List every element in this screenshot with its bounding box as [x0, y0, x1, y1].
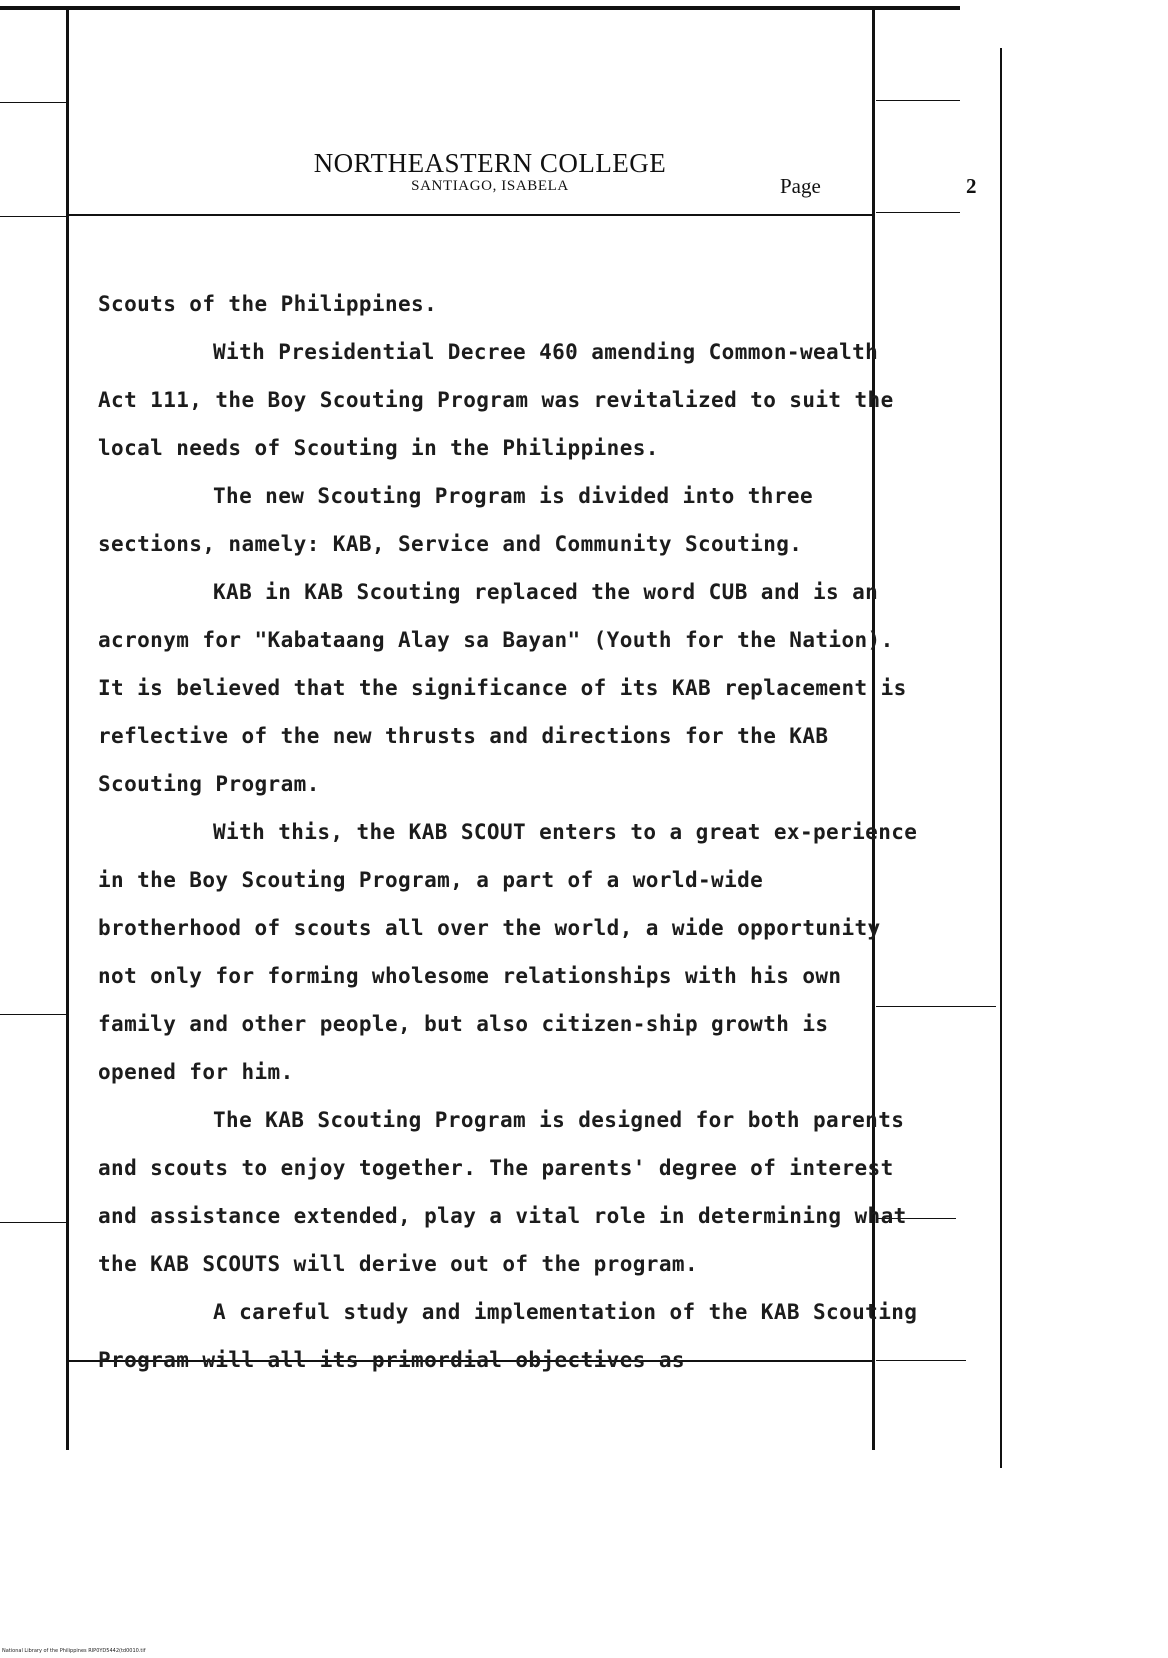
margin-tick — [0, 216, 66, 217]
scan-footer-note: National Library of the Philippines RIP0YD5442(td0010.tif — [2, 1648, 146, 1654]
paragraph: Scouts of the Philippines. — [98, 292, 438, 316]
page-label: Page — [780, 174, 821, 198]
institution-location: SANTIAGO, ISABELA — [411, 178, 569, 194]
document-body — [98, 280, 918, 1384]
margin-tick — [0, 102, 66, 103]
paragraph: The KAB Scouting Program is designed for both parents and scouts to enjoy together. The parents' degree of interest and assistance extended, play a vital role in determining what the KAB SCOUTS will derive out of the program. — [98, 1108, 907, 1276]
paragraph: The new Scouting Program is divided into three sections, namely: KAB, Service and Community Scouting. — [98, 484, 813, 556]
paragraph: A careful study and implementation of the KAB Scouting Program will all its primordial objectives as — [98, 1300, 918, 1372]
right-edge-rule — [1000, 48, 1002, 1468]
paragraph: With Presidential Decree 460 amending Common-wealth Act 111, the Boy Scouting Program was revitalized to suit the local needs of Scouting in the Philippines. — [98, 340, 894, 460]
paragraph: KAB in KAB Scouting replaced the word CUB and is an acronym for "Kabataang Alay sa Bayan" (Youth for the Nation). It is believed that the significance of its KAB replacement is reflective of the new thrusts and directions for the KAB Scouting Program. — [98, 580, 907, 796]
paragraph: With this, the KAB SCOUT enters to a great ex-perience in the Boy Scouting Program, a part of a world-wide brotherhood of scouts all over the world, a wide opportunity not only for forming wholesome relationships with his own family and other people, but also citizen-ship growth is opened for him. — [98, 820, 918, 1084]
margin-tick — [0, 1014, 66, 1015]
margin-tick — [876, 212, 960, 213]
page-number: 2 — [966, 174, 977, 198]
left-margin-rule — [66, 8, 69, 1450]
margin-tick — [0, 1222, 66, 1223]
letterhead — [300, 148, 680, 194]
header-bottom-rule — [68, 214, 874, 216]
top-border-rule — [0, 6, 960, 10]
margin-tick — [876, 100, 960, 101]
institution-name: NORTHEASTERN COLLEGE — [313, 148, 667, 178]
